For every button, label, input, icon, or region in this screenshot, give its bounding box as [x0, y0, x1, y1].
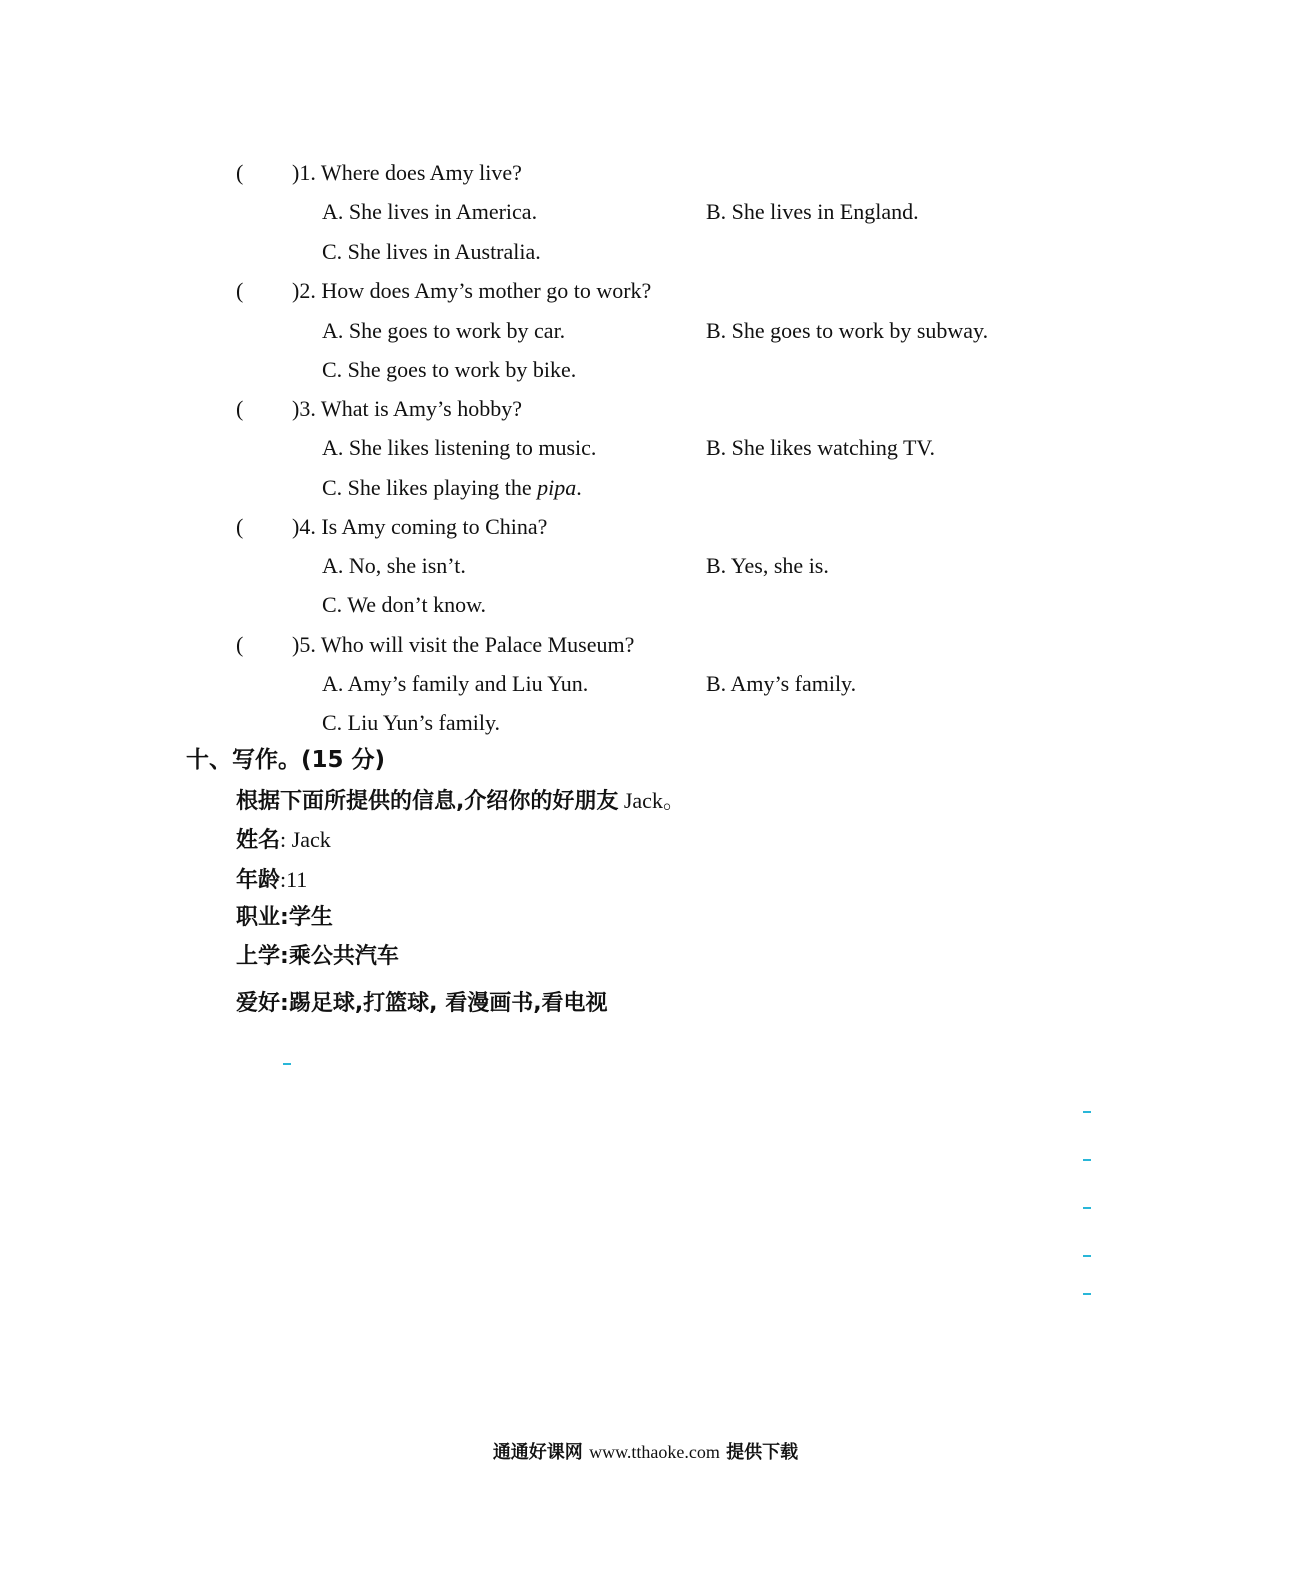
- info-name-label: 姓名: [236, 828, 281, 853]
- writing-line-mark: [283, 1063, 291, 1065]
- info-age: [236, 866, 307, 895]
- info-age-label: 年龄: [236, 868, 281, 893]
- info-school-value: :乘公共汽车: [280, 944, 399, 969]
- writing-line-mark: [1083, 1255, 1091, 1257]
- info-hobby: [236, 990, 608, 1018]
- question-5-option-a: A. Amy’s family and Liu Yun.: [322, 671, 589, 696]
- answer-paren-3[interactable]: (: [236, 396, 244, 421]
- footer-suffix: 提供下载: [719, 1442, 799, 1463]
- writing-line-mark: [1083, 1293, 1091, 1295]
- question-3: )3. What is Amy’s hobby?: [292, 396, 522, 421]
- question-1: )1. Where does Amy live?: [292, 160, 522, 185]
- question-3-option-c-period: .: [576, 475, 582, 500]
- info-age-value: :11: [280, 867, 308, 892]
- question-3-option-c: [322, 475, 582, 501]
- footer-site-name: 通通好课网: [492, 1442, 590, 1463]
- question-5-option-c: C. Liu Yun’s family.: [322, 710, 501, 735]
- answer-paren-1[interactable]: (: [236, 160, 244, 185]
- answer-paren-2[interactable]: (: [236, 278, 244, 303]
- question-5: )5. Who will visit the Palace Museum?: [292, 632, 635, 657]
- info-hobby-value: :踢足球,打篮球, 看漫画书,看电视: [280, 991, 608, 1016]
- question-4-option-a: A. No, she isn’t.: [322, 553, 466, 578]
- question-1-option-b: B. She lives in England.: [706, 199, 919, 224]
- writing-line-mark: [1083, 1111, 1091, 1113]
- writing-line-mark: [1083, 1207, 1091, 1209]
- writing-instruction: [236, 787, 685, 816]
- question-3-option-a: A. She likes listening to music.: [322, 435, 597, 460]
- info-job-value: :学生: [280, 905, 333, 930]
- question-2: )2. How does Amy’s mother go to work?: [292, 278, 652, 303]
- question-1-option-a: A. She lives in America.: [322, 199, 538, 224]
- question-2-option-b: B. She goes to work by subway.: [706, 318, 989, 343]
- info-school: [236, 943, 399, 971]
- question-3-option-b: B. She likes watching TV.: [706, 435, 935, 460]
- page-footer: [0, 1440, 1291, 1465]
- info-job-label: 职业: [236, 905, 281, 930]
- info-job: [236, 904, 333, 932]
- question-2-option-a: A. She goes to work by car.: [322, 318, 566, 343]
- info-hobby-label: 爱好: [236, 991, 281, 1016]
- footer-url[interactable]: www.tthaoke.com: [589, 1442, 720, 1462]
- info-name: [236, 826, 331, 855]
- question-4-option-b: B. Yes, she is.: [706, 553, 829, 578]
- question-4-option-c: C. We don’t know.: [322, 592, 487, 617]
- question-3-option-c-text: C. She likes playing the: [322, 475, 538, 500]
- writing-instruction-cn: 根据下面所提供的信息,介绍你的好朋友: [236, 789, 619, 814]
- answer-paren-5[interactable]: (: [236, 632, 244, 657]
- section-10-title: 十、写作。(15 分): [186, 747, 386, 773]
- writing-line-mark: [1083, 1159, 1091, 1161]
- writing-instruction-name: Jack。: [618, 788, 685, 813]
- question-1-option-c: C. She lives in Australia.: [322, 239, 541, 264]
- question-3-option-c-italic: pipa: [537, 475, 577, 500]
- info-school-label: 上学: [236, 944, 281, 969]
- question-5-option-b: B. Amy’s family.: [706, 671, 857, 696]
- info-name-value: : Jack: [280, 827, 331, 852]
- question-4: )4. Is Amy coming to China?: [292, 514, 548, 539]
- question-2-option-c: C. She goes to work by bike.: [322, 357, 577, 382]
- answer-paren-4[interactable]: (: [236, 514, 244, 539]
